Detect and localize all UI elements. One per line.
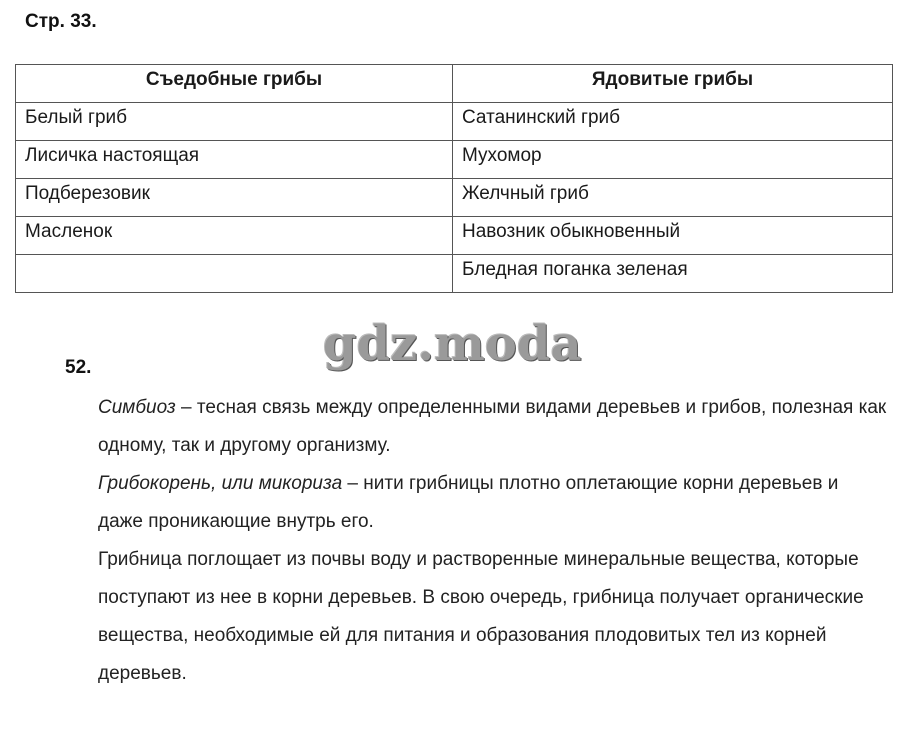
edible-cell: Белый гриб: [16, 103, 453, 141]
edible-cell: Подберезовик: [16, 179, 453, 217]
edible-cell: [16, 255, 453, 293]
table-row: [16, 179, 893, 217]
definition-symbiosis: – тесная связь между определенными видами деревьев и грибов, полезная как одному, так и другому организму.: [98, 397, 887, 456]
paragraph-mycorrhiza: [98, 465, 888, 541]
answer-text: [98, 389, 888, 693]
term-symbiosis: Симбиоз: [98, 397, 176, 418]
table-header-row: [16, 65, 893, 103]
table-row: [16, 255, 893, 293]
edible-cell: Масленок: [16, 217, 453, 255]
definition-mycorrhiza: – нити грибницы плотно оплетающие корни деревьев и даже проникающие внутрь его.: [98, 473, 839, 532]
table-row: [16, 141, 893, 179]
table-row: [16, 217, 893, 255]
poisonous-cell: Бледная поганка зеленая: [453, 255, 893, 293]
header-poisonous: Ядовитые грибы: [453, 65, 893, 103]
mushroom-table: [15, 64, 893, 293]
poisonous-cell: Навозник обыкновенный: [453, 217, 893, 255]
poisonous-cell: Мухомор: [453, 141, 893, 179]
edible-cell: Лисичка настоящая: [16, 141, 453, 179]
poisonous-cell: Желчный гриб: [453, 179, 893, 217]
watermark-logo: gdz.moda: [323, 316, 582, 372]
term-mycorrhiza: Грибокорень, или микориза: [98, 473, 343, 494]
task-number: 52.: [65, 357, 92, 378]
header-edible: Съедобные грибы: [16, 65, 453, 103]
table-row: [16, 103, 893, 141]
page-heading: Стр. 33.: [25, 11, 97, 32]
paragraph-exchange: Грибница поглощает из почвы воду и растворенные минеральные вещества, которые поступают из нее в корни деревьев. В свою очередь, грибница получает органические вещества, необходимые ей для питания и образования плодовитых тел из корней деревьев.: [98, 549, 864, 684]
poisonous-cell: Сатанинский гриб: [453, 103, 893, 141]
paragraph-symbiosis: [98, 389, 888, 465]
